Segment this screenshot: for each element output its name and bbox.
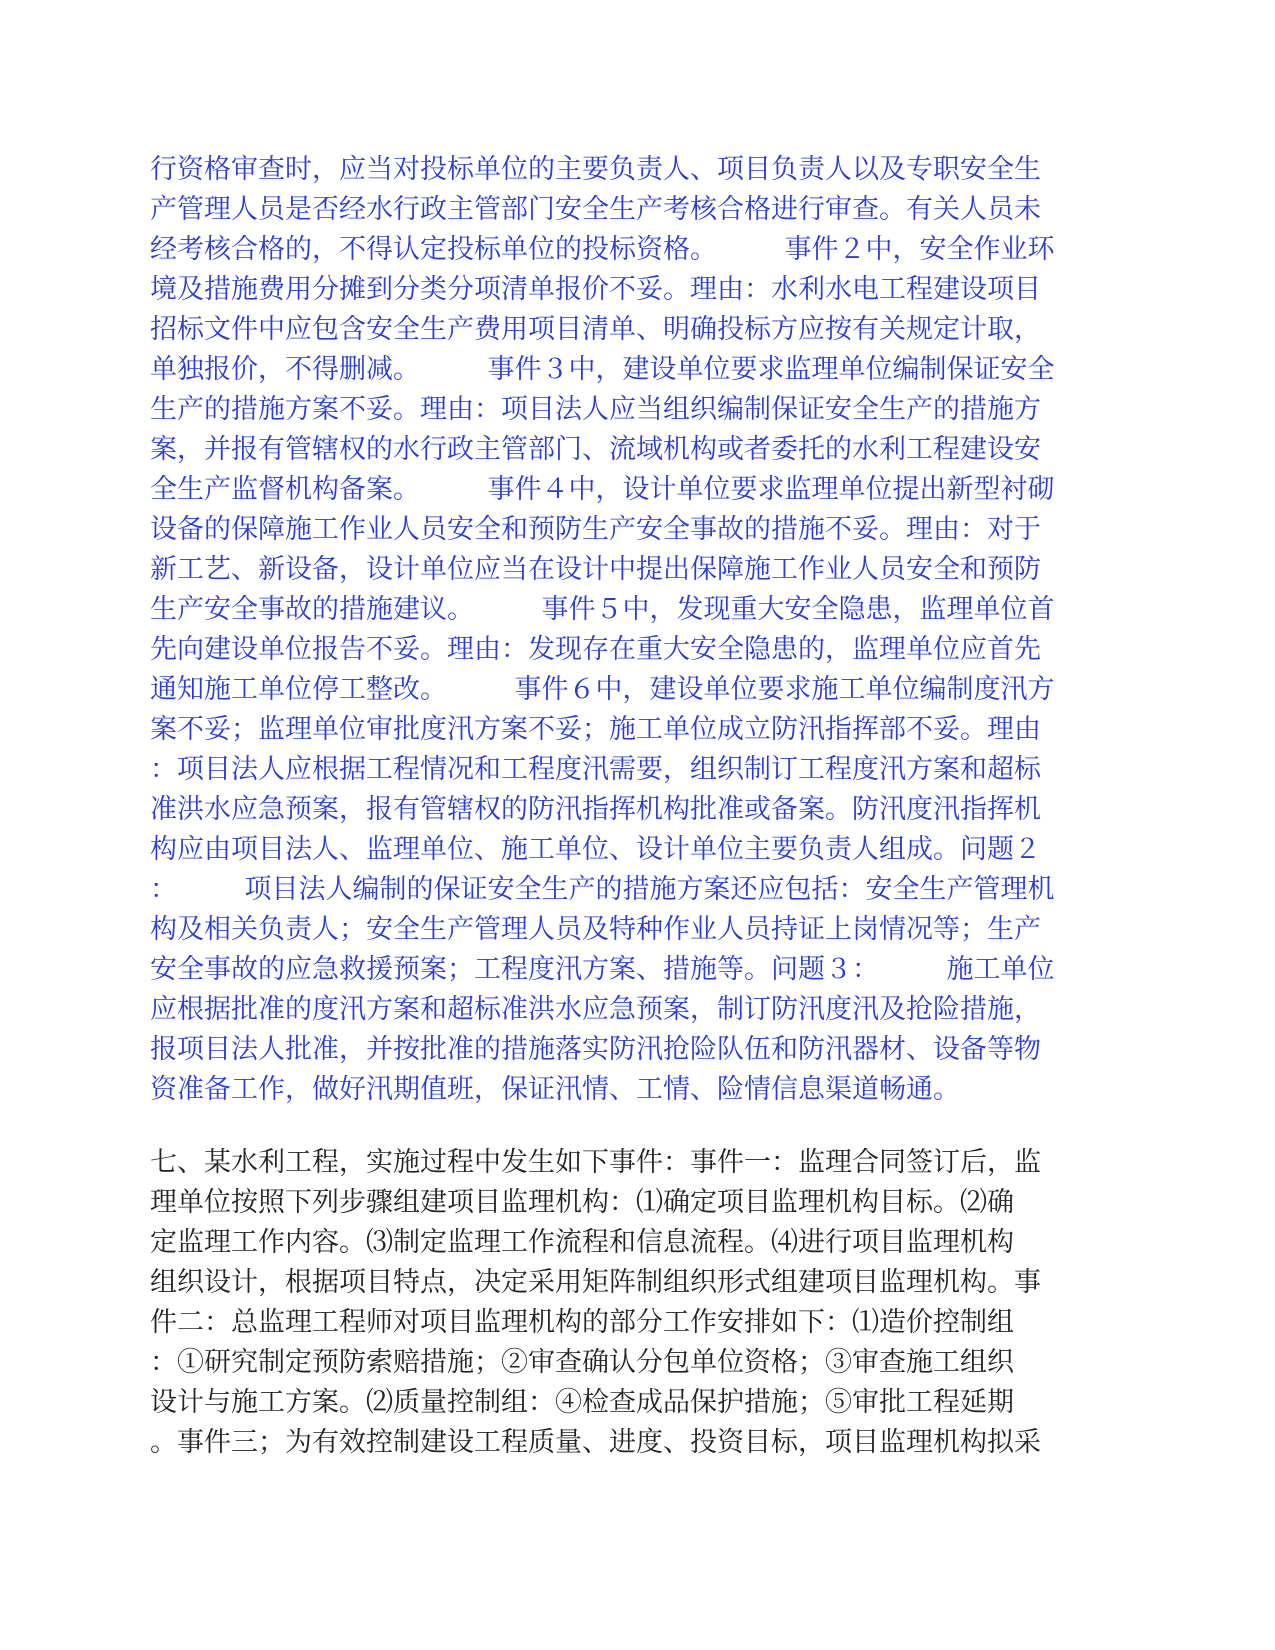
answer-line: 经考核合格的，不得认定投标单位的投标资格。 事件２中，安全作业环 (150, 234, 1055, 265)
answer-line: 案，并报有管辖权的水行政主管部门、流域机构或者委托的水利工程建设安 (150, 434, 1041, 465)
question-line: 。事件三；为有效控制建设工程质量、进度、投资目标，项目监理机构拟采 (150, 1427, 1041, 1458)
question-section (150, 1143, 1110, 1463)
answer-line: ： 项目法人编制的保证安全生产的措施方案还应包括：安全生产管理机 (150, 874, 1055, 905)
question-line: 定监理工作内容。⑶制定监理工作流程和信息流程。⑷进行项目监理机构 (150, 1227, 1014, 1258)
question-line: 设计与施工方案。⑵质量控制组：④检查成品保护措施；⑤审批工程延期 (150, 1387, 1014, 1418)
question-line: 理单位按照下列步骤组建项目监理机构：⑴确定项目监理机构目标。⑵确 (150, 1187, 1014, 1218)
answer-line: 报项目法人批准，并按批准的措施落实防汛抢险队伍和防汛器材、设备等物 (150, 1034, 1041, 1065)
answer-line: 产管理人员是否经水行政主管部门安全生产考核合格进行审查。有关人员未 (150, 194, 1041, 225)
answer-line: 新工艺、新设备，设计单位应当在设计中提出保障施工作业人员安全和预防 (150, 554, 1041, 585)
answer-line: 准洪水应急预案，报有管辖权的防汛指挥机构批准或备案。防汛度汛指挥机 (150, 794, 1041, 825)
answer-section (150, 150, 1110, 1110)
answer-line: 通知施工单位停工整改。 事件６中，建设单位要求施工单位编制度汛方 (150, 674, 1055, 705)
answer-line: 安全事故的应急救援预案；工程度汛方案、措施等。问题３： 施工单位 (150, 954, 1055, 985)
answer-line: 应根据批准的度汛方案和超标准洪水应急预案，制订防汛度汛及抢险措施， (150, 994, 1041, 1025)
answer-line: 单独报价，不得删减。 事件３中，建设单位要求监理单位编制保证安全 (150, 354, 1055, 385)
answer-line: 全生产监督机构备案。 事件４中，设计单位要求监理单位提出新型衬砌 (150, 474, 1055, 505)
answer-line: 行资格审查时，应当对投标单位的主要负责人、项目负责人以及专职安全生 (150, 154, 1041, 185)
answer-line: 招标文件中应包含安全生产费用项目清单、明确投标方应按有关规定计取， (150, 314, 1041, 345)
answer-line: ：项目法人应根据工程情况和工程度汛需要，组织制订工程度汛方案和超标 (150, 754, 1041, 785)
answer-line: 构及相关负责人；安全生产管理人员及特种作业人员持证上岗情况等；生产 (150, 914, 1041, 945)
answer-line: 构应由项目法人、监理单位、施工单位、设计单位主要负责人组成。问题２ (150, 834, 1041, 865)
question-line: 七、某水利工程，实施过程中发生如下事件：事件一：监理合同签订后，监 (150, 1147, 1041, 1178)
answer-line: 案不妥；监理单位审批度汛方案不妥；施工单位成立防汛指挥部不妥。理由 (150, 714, 1041, 745)
answer-line: 先向建设单位报告不妥。理由：发现存在重大安全隐患的，监理单位应首先 (150, 634, 1041, 665)
answer-line: 境及措施费用分摊到分类分项清单报价不妥。理由：水利水电工程建设项目 (150, 274, 1041, 305)
answer-line: 生产的措施方案不妥。理由：项目法人应当组织编制保证安全生产的措施方 (150, 394, 1041, 425)
answer-line: 生产安全事故的措施建议。 事件５中，发现重大安全隐患，监理单位首 (150, 594, 1055, 625)
answer-line: 资准备工作，做好汛期值班，保证汛情、工情、险情信息渠道畅通。 (150, 1074, 960, 1105)
answer-line: 设备的保障施工作业人员安全和预防生产安全事故的措施不妥。理由：对于 (150, 514, 1041, 545)
question-line: 件二：总监理工程师对项目监理机构的部分工作安排如下：⑴造价控制组 (150, 1307, 1014, 1338)
question-line: 组织设计，根据项目特点，决定采用矩阵制组织形式组建项目监理机构。事 (150, 1267, 1041, 1298)
question-line: ：①研究制定预防索赔措施；②审查确认分包单位资格；③审查施工组织 (150, 1347, 1014, 1378)
